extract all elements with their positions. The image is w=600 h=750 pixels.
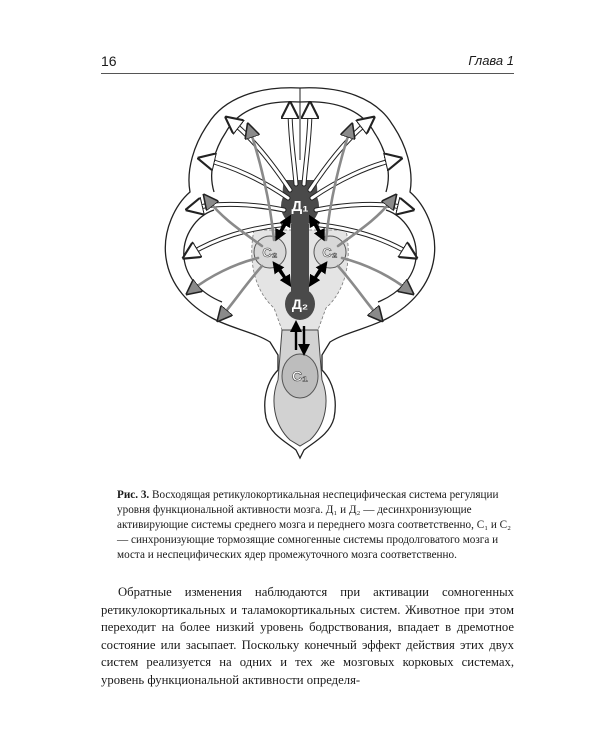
label-c1: С₁ (292, 368, 308, 384)
page-header (101, 51, 514, 74)
body-text (101, 584, 514, 690)
page-number: 16 (101, 53, 117, 69)
figure-caption (117, 488, 512, 563)
caption-text: Восходящая ретикулокортикальная неспецифическая система регуляции уровня функциональной активности мозга. Д₁ и Д₂ — десинхронизующие активирующие системы среднего мозга и переднего мозга соответственно, С₁ и С₂ — синхронизующие тормозящие сомногенные системы продолговатого мозга и моста и неспецифических ядер промежуточного мозга соответственно. (117, 489, 512, 561)
label-c2-left: С₂ (262, 245, 278, 260)
label-c2-right: С₂ (322, 245, 338, 260)
label-d2: Д₂ (291, 296, 309, 312)
body-paragraph: Обратные изменения наблюдаются при активации сомногенных ретикулокортикальных и таламокортикальных систем. Животное при этом переходит на более низкий уровень бодрствования, впадает в дремотное состояние или засыпает. Поскольку конечный эффект действия этих двух систем реализуется на одних и тех же мозговых корковых системах, уровень функциональной активности определя- (101, 585, 514, 687)
label-d1: Д₁ (291, 198, 309, 215)
caption-label: Рис. 3. (117, 489, 150, 501)
brain-diagram (150, 80, 450, 470)
desync-column (291, 224, 309, 298)
chapter-title: Глава 1 (468, 53, 514, 68)
